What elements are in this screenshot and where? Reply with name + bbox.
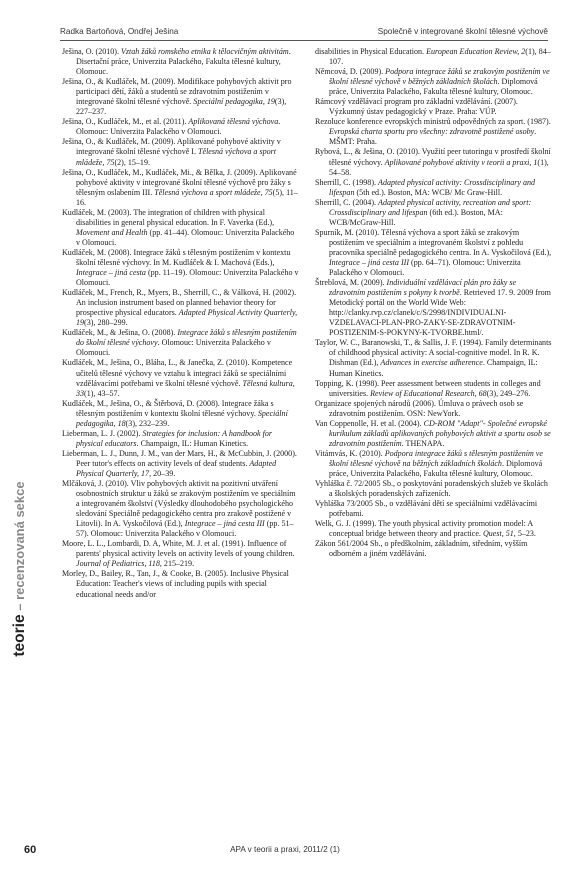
reference-entry bbox=[62, 137, 300, 167]
reference-entry bbox=[315, 97, 553, 117]
reference-text: Štreblová, M. (2009). bbox=[315, 278, 387, 288]
reference-text: . THENAPA. bbox=[401, 438, 445, 448]
reference-entry bbox=[315, 499, 553, 519]
running-header-title: Společně v integrované školní tělesné výchově bbox=[377, 27, 548, 36]
reference-title: Adapted Physical Quarterly, 17 bbox=[76, 458, 277, 478]
header-rule bbox=[60, 40, 548, 41]
reference-title: European Education Review, 2 bbox=[426, 47, 526, 56]
reference-entry bbox=[315, 419, 553, 449]
reference-entry bbox=[315, 449, 553, 479]
reference-text: Vitámvás, K. (2010). bbox=[315, 448, 385, 458]
reference-text: Spurník, M. (2010). Tělesná výchova a sport žáků se zrakovým postižením ve speciálním a integrovaném školství z pohledu pracovníka speciálně pedagogického centra. In A. Vyskočilová (Ed.), bbox=[315, 227, 552, 257]
reference-text: Lieberman, L. J., Dunn, J. M., van der Mars, H., & McCubbin, J. (2000). Peer tutor's effects on activity levels of deaf students. bbox=[62, 448, 297, 468]
reference-text: (3), 249–276. bbox=[486, 388, 531, 398]
reference-text: Ješina, O., & Kudláček, M. (2009). Aplikované pohybové aktivity v integrované školní tělesné výchově I. bbox=[62, 137, 281, 157]
reference-title: Integrace – jiná cesta III bbox=[184, 519, 265, 529]
reference-text: (3), 280–299. bbox=[84, 318, 128, 328]
reference-title: Review of Educational Research, 68 bbox=[370, 388, 487, 398]
reference-title: Integrace – jiná cesta bbox=[76, 268, 146, 278]
reference-text: (6th ed.). Boston, MA: WCB/McGraw-Hill. bbox=[329, 207, 503, 227]
section-side-label bbox=[0, 470, 28, 670]
reference-text: Kudláček, M., French, R., Myers, B., Sherrill, C., & Válková, H. (2002). An inclusion instrument based on planned behavior theory for prospective physical educators. bbox=[62, 288, 297, 318]
reference-text: Lieberman, L. J. (2002). bbox=[62, 428, 143, 438]
reference-text: (5th ed.). Boston, MA: WCB/ Mc Graw-Hill. bbox=[354, 187, 503, 197]
reference-text: (pp. 41–44). Olomouc: Univerzita Palackého v Olomouci. bbox=[76, 227, 295, 247]
reference-title: CD-ROM "Adapt"- Společné evropské kurikulum základů aplikovaných pohybových aktivit a sportu osob se zdravotním postižením bbox=[329, 418, 551, 448]
reference-title: Quest, 51 bbox=[482, 529, 514, 539]
reference-text: (pp. 64–71). Olomouc: Univerzita Palackého v Olomouci. bbox=[329, 257, 521, 278]
reference-text: Morley, D., Bailey, R., Tan, J., & Cooke, B. (2005). Inclusive Physical Education: Teacher's views of including pupils with special educational needs and/or bbox=[62, 569, 289, 599]
reference-text: . Olomouc: Univerzita Palackého v Olomouci. bbox=[76, 338, 271, 358]
reference-text: Ješina, O., & Kudláček, M. (2009). Modifikace pohybových aktivit pro participaci dětí, žáků a studentů se zdravotním postižením v integrované školní tělesné výchově. bbox=[62, 77, 292, 107]
reference-entry bbox=[315, 178, 553, 198]
reference-entry bbox=[62, 479, 300, 539]
reference-text: . Champaign, IL: Human Kinetics. bbox=[329, 358, 538, 378]
reference-title: Adapted physical activity, recreation and sport: Crossdisciplinary and lifespan bbox=[329, 197, 532, 217]
reference-text: . Diplomová práce, Univerzita Palackého, Fakulta tělesné kultury, Olomouc. bbox=[329, 77, 538, 97]
reference-title: Adapted Physical Activity Quarterly, 19 bbox=[76, 308, 298, 328]
reference-text: (pp. 11–19). Olomouc: Univerzita Palackého v Olomouci. bbox=[76, 268, 299, 288]
reference-entry bbox=[62, 449, 300, 479]
reference-title: Podpora integrace žáků s tělesným postižením ve školní tělesné výchově na běžných základních školách bbox=[329, 448, 543, 468]
reference-title: Movement and Health bbox=[76, 227, 148, 237]
reference-text: Rámcový vzdělávací program pro základní vzdělávání. (2007). Výzkumný ústav pedagogický v Praze. Praha: VÚP. bbox=[315, 97, 518, 117]
reference-text: . Disertační práce, Univerzita Palackého, Fakulta tělesné kultury, Olomouc. bbox=[76, 47, 291, 77]
reference-text: Sherrill, C. (2004). bbox=[315, 197, 379, 207]
reference-text: . MŠMT: Praha. bbox=[329, 127, 537, 147]
reference-text: Taylor, W. C., Baranowski, T., & Sallis, J. F. (1994). Family determinants of childhood physical activity: A social-cognitive model. In R. K. Dishman (Ed.), bbox=[315, 338, 552, 368]
reference-text: Rezoluce konference evropských ministrů odpovědných za sport. (1987). bbox=[315, 117, 551, 127]
reference-text: , 20–39. bbox=[149, 468, 176, 478]
reference-entry bbox=[62, 47, 300, 77]
reference-column-right bbox=[315, 47, 553, 559]
reference-entry bbox=[315, 198, 553, 228]
reference-title: Adapted physical activity: Crossdisciplinary and lifespan bbox=[329, 177, 536, 197]
reference-text: Kudláček, M., Ješina, O., & Štěrbová, D. (2008). Integrace žáka s tělesným postižením v kontextu školní tělesné výchovy. bbox=[62, 398, 274, 418]
reference-text: (3), 227–237. bbox=[76, 97, 287, 117]
reference-entry bbox=[62, 328, 300, 358]
section-label-part1: teorie bbox=[11, 614, 28, 657]
reference-entry bbox=[315, 228, 553, 278]
section-label-dash: – bbox=[12, 599, 27, 615]
reference-text: (1), 54–58. bbox=[329, 157, 549, 177]
reference-entry bbox=[62, 288, 300, 328]
reference-entry bbox=[315, 379, 553, 399]
reference-text: Kudláček, M., Ješina, O., Bláha, L., & Janečka, Z. (2010). Kompetence učitelů tělesné výchovy ve vztahu k integraci žáků se speciálními vzdělávacími potřebami ve školní tělesné výchově. bbox=[62, 358, 293, 388]
reference-entry bbox=[62, 168, 300, 208]
reference-title: Aplikovaná tělesná výchova bbox=[188, 117, 279, 127]
reference-title: Individuální vzdělávací plán pro žáky se zdravotním postižením s pokyny k tvorbě bbox=[329, 278, 517, 298]
reference-entry bbox=[62, 117, 300, 137]
reference-entry bbox=[315, 67, 553, 97]
reference-text: Ješina, O. (2010). bbox=[62, 47, 121, 56]
reference-text: Zákon 561/2004 Sb., o předškolním, základním, středním, vyšším odborném a jiném vzdělávání. bbox=[315, 539, 528, 559]
reference-entry bbox=[315, 519, 553, 539]
reference-text: . Olomouc: Univerzita Palackého v Olomouci. bbox=[76, 117, 281, 137]
reference-text: Rybová, L., & Ješina, O. (2010). Využití peer tutoringu v prostředí školní tělesné výchovy. bbox=[315, 147, 551, 167]
reference-entry bbox=[62, 569, 300, 599]
reference-entry bbox=[315, 117, 553, 147]
reference-text: Kudláček, M., & Ješina, O. (2008). bbox=[62, 328, 178, 338]
reference-title: Evropská charta sportu pro všechny: zdravotně postižené osoby bbox=[329, 127, 535, 137]
reference-text: Vyhláška č. 72/2005 Sb., o poskytování poradenských služeb ve školách a školských poradenských zařízeních. bbox=[315, 479, 548, 499]
reference-title: Journal of Pediatrics, 118 bbox=[76, 559, 160, 569]
reference-title: Podpora integrace žáků se zrakovým postižením ve školní tělesné výchově v běžných základních školách bbox=[329, 67, 550, 87]
reference-entry bbox=[62, 539, 300, 569]
reference-column-left bbox=[62, 47, 300, 600]
reference-entry bbox=[62, 77, 300, 117]
reference-title: Aplikované pohybové aktivity v teorii a praxi, 1 bbox=[384, 157, 538, 167]
reference-title: Integrace žáků s tělesným postižením do školní tělesné výchovy bbox=[76, 328, 297, 348]
reference-text: disabilities in Physical Education. bbox=[315, 47, 427, 56]
reference-text: Welk, G. J. (1999). The youth physical activity promotion model: A conceptual bridge between theory and practice. bbox=[315, 519, 533, 539]
journal-footer: APA v teorii a praxi, 2011/2 (1) bbox=[230, 845, 340, 854]
reference-entry bbox=[315, 147, 553, 177]
reference-title: Tělesná kultura, 33 bbox=[76, 378, 295, 398]
reference-text: . Retrieved 17. 9. 2009 from Metodický portál on the World Wide Web: http://clanky.rvp.cz/clanek/c/S/2998/INDIVIDUALNI-VZDELAVACI-PLAN-PRO-ZAKY-SE-ZDRAVOTNIM-POSTIZENIM-S-POKYNY-K-TVORBE.html/. bbox=[329, 288, 551, 338]
reference-text: Ješina, O., Kudláček, M., et al. (2011). bbox=[62, 117, 189, 127]
reference-entry bbox=[62, 399, 300, 429]
section-label-part2: recenzovaná sekce bbox=[12, 481, 27, 600]
reference-entry bbox=[315, 278, 553, 338]
reference-text: Mlčáková, J. (2010). Vliv pohybových aktivit na pozitivní utváření osobnostních struktur u žáků se zrakovým postižením ve speciálním a integrovaném školství (Výsledky dlouhodobého psychologického sledování Speciálně pedagogického centra pro zrakově postižené v Litovli). In A. Vyskočilová (Ed.), bbox=[62, 479, 296, 529]
reference-entry bbox=[315, 479, 553, 499]
reference-text: , 5–23. bbox=[513, 529, 536, 539]
reference-text: Organizace spojených národů (2006). Úmluva o právech osob se zdravotním postižením. OSN: NewYork. bbox=[315, 398, 524, 418]
reference-title: Advances in exercise adherence bbox=[380, 358, 483, 368]
reference-text: Kudláček, M. (2003). The integration of children with physical disabilities in general physical education. In F. Vaverka (Ed.), bbox=[62, 207, 275, 227]
reference-text: Van Coppenolle, H. et al. (2004). bbox=[315, 418, 424, 428]
reference-title: Tělesná výchova a sport mládeže, 75 bbox=[154, 187, 273, 197]
running-header-authors: Radka Bartoňová, Ondřej Ješina bbox=[60, 27, 179, 36]
reference-entry bbox=[62, 208, 300, 248]
reference-text: , 215–219. bbox=[159, 559, 195, 569]
reference-text: (3), 232–239. bbox=[125, 418, 170, 428]
reference-entry bbox=[315, 338, 553, 378]
reference-text: (5), 11–16. bbox=[76, 187, 298, 207]
reference-title: Strategies for inclusion: A handbook for physical educators bbox=[76, 428, 273, 448]
reference-entry bbox=[62, 248, 300, 288]
reference-text: Sherrill, C. (1998). bbox=[315, 177, 379, 187]
reference-text: (pp. 51–57). Olomouc: Univerzita Palackého v Olomouci. bbox=[76, 519, 294, 539]
reference-text: Kudláček, M. (2008). Integrace žáků s tělesným postižením v kontextu školní tělesné výchovy. In M. Kudláček & I. Machová (Eds.), bbox=[62, 247, 291, 267]
page-number: 60 bbox=[24, 844, 37, 856]
reference-entry bbox=[62, 429, 300, 449]
reference-text: (1), 43–57. bbox=[84, 388, 120, 398]
reference-text: Moore, L. L., Lombardi, D. A, White, M. J. et al. (1991). Influence of parents' physical activity levels on activity levels of young children. bbox=[62, 539, 295, 559]
reference-text: (1), 84–107. bbox=[329, 47, 551, 67]
reference-entry bbox=[315, 539, 553, 559]
reference-title: Integrace – jiná cesta III bbox=[329, 257, 409, 267]
reference-text: Vyhláška 73/2005 Sb., o vzdělávání dětí se speciálními vzdělávacími potřebami. bbox=[315, 499, 538, 519]
reference-text: Ješina, O., Kudláček, M., Kudláček, Mi., & Bělka, J. (2009). Aplikované pohybové aktivity v integrované školní tělesné výchově pro žáky s tělesným oslabením III. bbox=[62, 167, 297, 197]
reference-title: Speciální pedagogika, 19 bbox=[193, 97, 275, 107]
reference-entry bbox=[62, 358, 300, 398]
reference-text: Němcová, D. (2009). bbox=[315, 67, 386, 77]
reference-text: Topping, K. (1998). Peer assessment between students in colleges and universities. bbox=[315, 378, 541, 398]
reference-title: Speciální pedagogika, 18 bbox=[76, 408, 288, 428]
reference-text: . Champaign, IL: Human Kinetics. bbox=[136, 438, 249, 448]
reference-text: . Diplomová práce, Univerzita Palackého, Fakulta tělesné kultury, Olomouc. bbox=[329, 458, 543, 478]
reference-title: Vztah žáků romského etnika k tělocvičným aktivitám bbox=[121, 47, 289, 56]
reference-title: Tělesná výchova a sport mládeže, 75 bbox=[76, 147, 277, 167]
reference-entry bbox=[315, 47, 553, 67]
reference-text: (2), 15–19. bbox=[114, 157, 150, 167]
reference-entry bbox=[315, 399, 553, 419]
